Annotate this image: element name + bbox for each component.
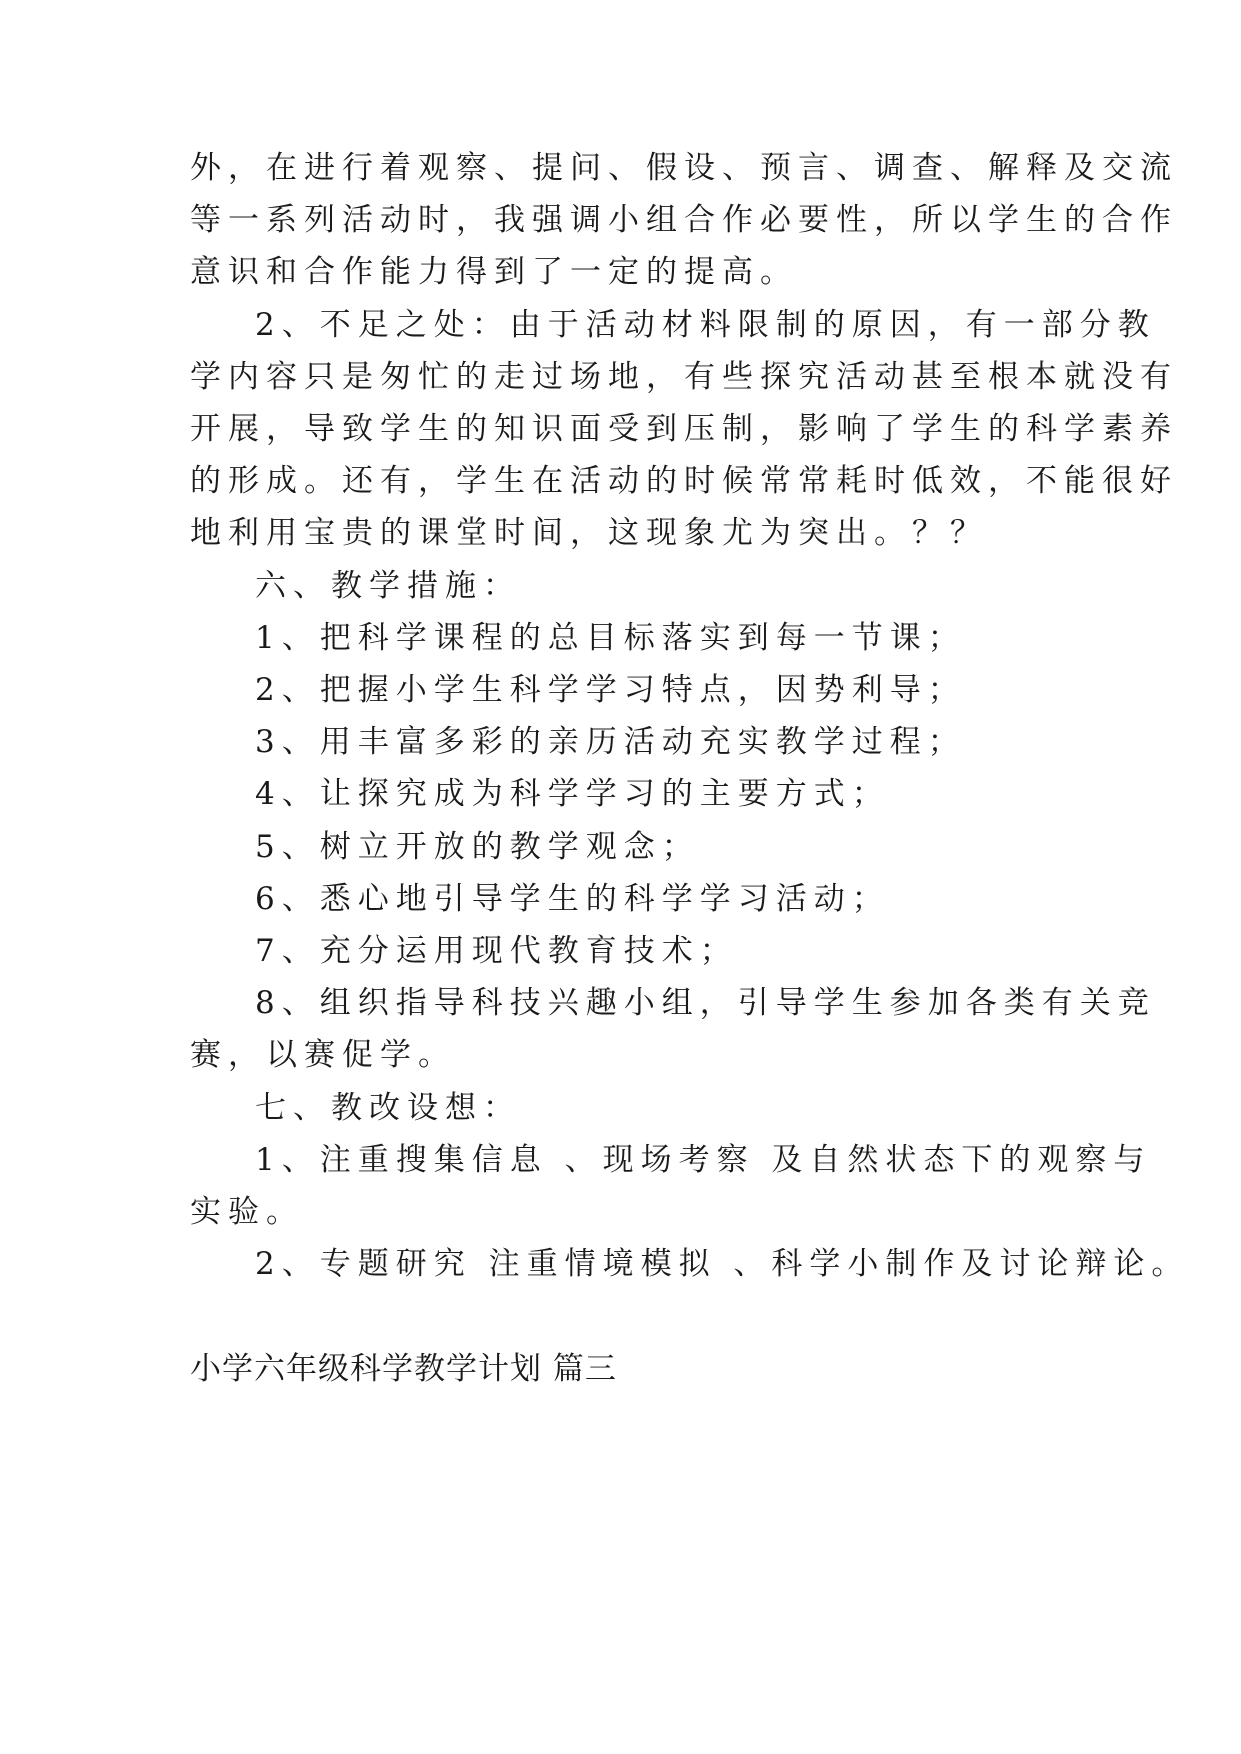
list-item: 5、树立开放的教学观念； <box>255 829 700 865</box>
list-item: 8、组织指导科技兴趣小组，引导学生参加各类有关竞 <box>255 985 1156 1021</box>
list-item: 7、充分运用现代教育技术； <box>255 933 738 969</box>
list-item: 1、把科学课程的总目标落实到每一节课； <box>255 620 966 656</box>
section-heading: 六、教学措施： <box>255 568 521 604</box>
section-title: 小学六年级科学教学计划 篇三 <box>190 1351 617 1387</box>
list-item-continuation: 赛，以赛促学。 <box>190 1037 456 1073</box>
paragraph-line: 2、不足之处：由于活动材料限制的原因，有一部分教 <box>255 307 1156 343</box>
paragraph-line: 学内容只是匆忙的走过场地，有些探究活动甚至根本就没有 <box>190 359 1178 395</box>
list-item: 2、专题研究 注重情境模拟 、科学小制作及讨论辩论。 <box>255 1246 1190 1282</box>
paragraph-line: 地利用宝贵的课堂时间，这现象尤为突出。？？ <box>190 515 988 551</box>
paragraph-line: 等一系列活动时，我强调小组合作必要性，所以学生的合作 <box>190 202 1178 238</box>
list-item: 6、悉心地引导学生的科学学习活动； <box>255 881 890 917</box>
list-item: 2、把握小学生科学学习特点，因势利导； <box>255 672 966 708</box>
list-item: 4、让探究成为科学学习的主要方式； <box>255 776 890 812</box>
paragraph-line: 外，在进行着观察、提问、假设、预言、调查、解释及交流 <box>190 150 1178 186</box>
list-item: 3、用丰富多彩的亲历活动充实教学过程； <box>255 724 966 760</box>
paragraph-line: 意识和合作能力得到了一定的提高。 <box>190 254 798 290</box>
paragraph-line: 的形成。还有，学生在活动的时候常常耗时低效，不能很好 <box>190 463 1178 499</box>
section-heading: 七、教改设想： <box>255 1090 521 1126</box>
list-item: 1、注重搜集信息 、现场考察 及自然状态下的观察与 <box>255 1142 1152 1178</box>
list-item-continuation: 实验。 <box>190 1194 304 1230</box>
paragraph-line: 开展，导致学生的知识面受到压制，影响了学生的科学素养 <box>190 411 1178 447</box>
